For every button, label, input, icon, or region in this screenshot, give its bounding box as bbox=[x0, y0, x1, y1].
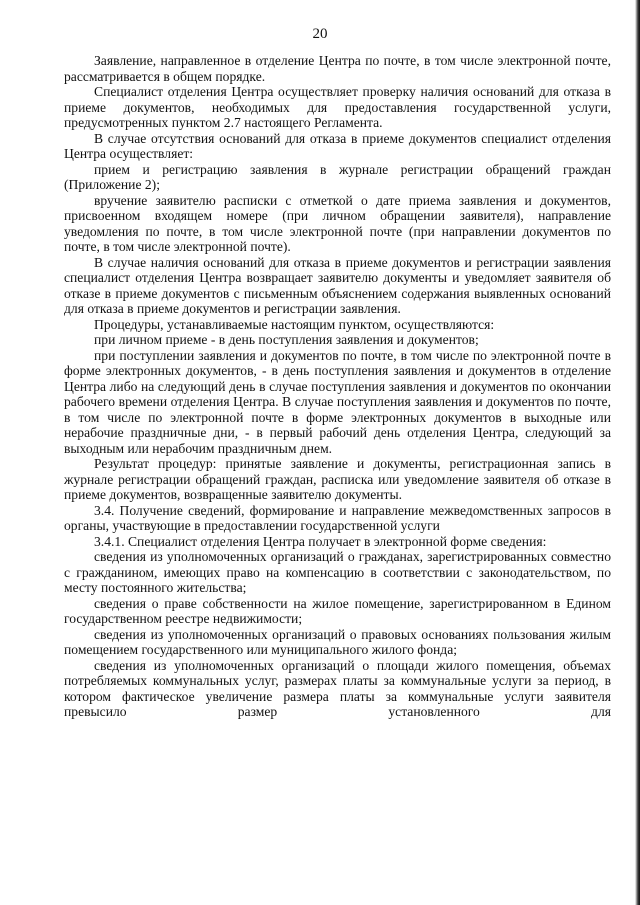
paragraph: сведения из уполномоченных организаций о гражданах, зарегистрированных совместно с гражданином, имеющих право на компенсацию в соответствии с законодательством, по месту постоянного жительства; bbox=[64, 549, 611, 595]
paragraph: Процедуры, устанавливаемые настоящим пунктом, осуществляются: bbox=[94, 316, 495, 332]
paragraph: Заявление, направленное в отделение Центра по почте, в том числе электронной почте, рассматривается в общем порядке. bbox=[64, 53, 611, 84]
document-body bbox=[64, 53, 611, 720]
paragraph: сведения о праве собственности на жилое помещение, зарегистрированном в Едином государственном реестре недвижимости; bbox=[64, 595, 611, 626]
paragraph: вручение заявителю расписки с отметкой о дате приема заявления и документов, присвоенном входящем номере (при личном обращении заявителя), направление уведомления по почте, в том числе электронной почте (при направлении документов по почте, в том числе электронной почте). bbox=[64, 192, 611, 254]
paragraph: при личном приеме - в день поступления заявления и документов; bbox=[94, 332, 479, 347]
paragraph: Результат процедур: принятые заявление и документы, регистрационная запись в журнале регистрации обращений граждан, расписка или уведомление заявителя об отказе в приеме документов, возвращенные заявителю документы. bbox=[64, 456, 611, 502]
paragraph: 3.4.1. Специалист отделения Центра получает в электронной форме сведения: bbox=[94, 533, 547, 549]
paragraph: сведения из уполномоченных организаций о правовых основаниях пользования жилым помещением государственного или муниципального жилого фонда; bbox=[64, 626, 611, 657]
paragraph: прием и регистрацию заявления в журнале регистрации обращений граждан (Приложение 2); bbox=[64, 161, 611, 192]
paragraph: Специалист отделения Центра осуществляет проверку наличия оснований для отказа в приеме документов, необходимых для предоставления государственной услуги, предусмотренных пунктом 2.7 настоящего Регламента. bbox=[64, 84, 611, 130]
paragraph: В случае наличия оснований для отказа в приеме документов и регистрации заявления специалист отделения Центра возвращает заявителю документы и уведомляет заявителя об отказе в приеме документов с письменным объяснением содержания выявленных оснований для отказа в приеме документов и регистрации заявления. bbox=[64, 254, 611, 316]
section-heading: 3.4. Получение сведений, формирование и направление межведомственных запросов в органы, участвующие в предоставлении государственной услуги bbox=[64, 502, 611, 533]
paragraph: при поступлении заявления и документов по почте, в том числе по электронной почте в форме электронных документов, - в день поступления заявления и документов в отделение Центра либо на следующий день в случае поступления заявления и документов по окончании рабочего времени отделения Центра. В случае поступления заявления и документов по почте, в том числе по электронной почте в форме электронных документов в выходные или нерабочие праздничные дни, - в первый рабочий день отделения Центра, следующий за выходным или нерабочим праздничным днем. bbox=[64, 347, 611, 456]
paragraph: В случае отсутствия оснований для отказа в приеме документов специалист отделения Центра осуществляет: bbox=[64, 130, 611, 161]
paragraph: сведения из уполномоченных организаций о площади жилого помещения, объемах потребляемых коммунальных услуг, размерах платы за коммунальные услуги за период, в котором фактическое увеличение размера платы за коммунальные услуги заявителя превысило размер установленного для bbox=[64, 657, 611, 719]
page-edge-shadow bbox=[635, 0, 640, 905]
page-number: 20 bbox=[312, 26, 328, 42]
